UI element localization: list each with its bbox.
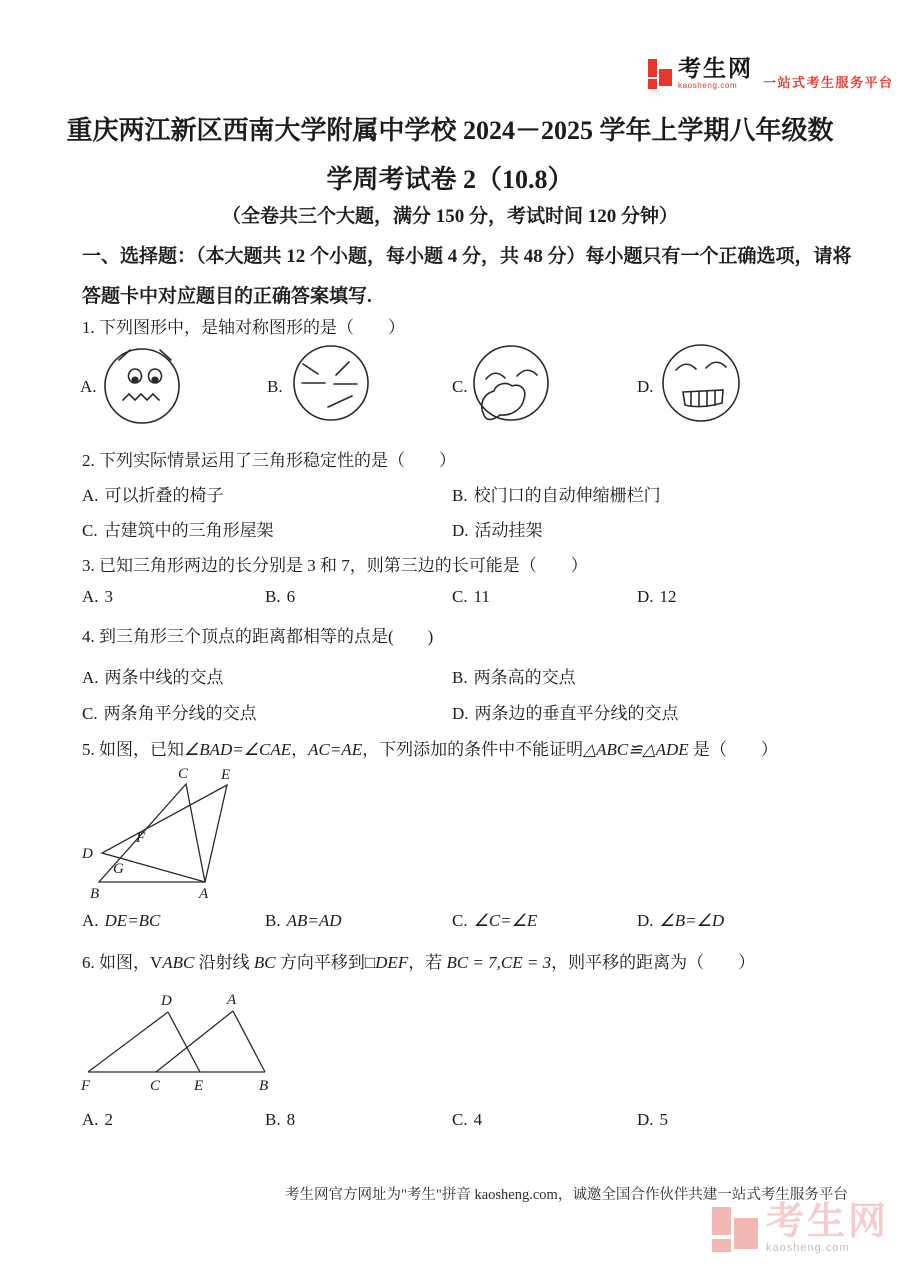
q4-option-a: [82, 663, 224, 688]
q5-seg2: ，: [291, 740, 309, 759]
kaosheng-logo-icon: [648, 57, 673, 91]
q4-option-c: [82, 699, 257, 724]
q5-option-b-text: AB=AD: [286, 911, 342, 930]
q3-option-a: [82, 587, 113, 607]
q3-option-a-text: 3: [104, 587, 114, 606]
q5-seg3: AC=AE: [308, 740, 363, 759]
question-2-text: 2. 下列实际情景运用了三角形稳定性的是（ ）: [82, 451, 456, 470]
q5-label-f: F: [136, 830, 146, 846]
q6-label-c: C: [150, 1078, 161, 1094]
q6-seg1: ABC: [162, 953, 195, 972]
q5-option-d: [637, 911, 724, 931]
question-3-text: 3. 已知三角形两边的长分别是 3 和 7，则第三边的长可能是（ ）: [82, 556, 588, 575]
q2-option-a: [82, 481, 224, 506]
q3-option-c-text: 11: [473, 587, 490, 606]
question-5-text: [82, 735, 778, 760]
q1-option-d-label: D.: [637, 377, 654, 396]
q2-option-d-text: 活动挂架: [474, 521, 543, 540]
kaosheng-watermark: [712, 1201, 890, 1256]
q6-option-c: [452, 1110, 482, 1130]
question-6-text: [82, 948, 755, 973]
q5-seg1: ∠BAD=∠CAE: [184, 740, 292, 759]
q2-option-b-text: 校门口的自动伸缩栅栏门: [473, 486, 661, 505]
q5-option-a: [82, 911, 160, 931]
q4-option-b-text: 两条高的交点: [473, 668, 576, 687]
q5-option-d-text: ∠B=∠D: [659, 911, 725, 930]
q6-seg3: BC: [253, 953, 276, 972]
q5-label-g: G: [113, 861, 124, 877]
q5-option-b-label: B.: [265, 911, 281, 930]
q4-option-c-label: C.: [82, 704, 98, 723]
q2-option-b-label: B.: [452, 486, 468, 505]
watermark-name: 考生网: [766, 1201, 890, 1243]
q6-option-b-label: B.: [265, 1110, 281, 1129]
q3-option-b-text: 6: [286, 587, 296, 606]
q6-option-b: [265, 1110, 295, 1130]
q5-option-a-label: A.: [82, 911, 99, 930]
q2-option-c-label: C.: [82, 521, 98, 540]
q2-option-d-label: D.: [452, 521, 469, 540]
q1-option-c-label: C.: [452, 377, 468, 396]
q5-label-a: A: [199, 886, 209, 902]
q3-option-d-text: 12: [659, 587, 677, 606]
q5-label-e: E: [221, 767, 231, 783]
brand-domain: kaosheng.com: [678, 81, 738, 90]
q6-option-d-label: D.: [637, 1110, 654, 1129]
q5-option-c: [452, 911, 537, 931]
q1-option-b-label: B.: [267, 377, 283, 396]
q5-option-b: [265, 911, 342, 931]
q4-option-d-text: 两条边的垂直平分线的交点: [474, 704, 679, 723]
q5-label-b: B: [90, 886, 100, 902]
q6-seg8: ，则平移的距离为（ ）: [551, 953, 756, 972]
q6-option-d: [637, 1110, 668, 1130]
q4-option-a-text: 两条中线的交点: [104, 668, 224, 687]
question-4-text: 4. 到三角形三个顶点的距离都相等的点是( ): [82, 627, 434, 646]
q4-option-c-text: 两条角平分线的交点: [103, 704, 257, 723]
annoyed-face-figure: [294, 346, 368, 420]
q3-option-d: [637, 587, 677, 607]
q3-option-d-label: D.: [637, 587, 654, 606]
q6-seg2: 沿射线: [194, 953, 254, 972]
q3-option-b-label: B.: [265, 587, 281, 606]
q3-option-c: [452, 587, 490, 607]
q2-option-c-text: 古建筑中的三角形屋架: [103, 521, 274, 540]
q5-seg0: 5. 如图，已知: [82, 740, 184, 759]
q5-seg4: ，下列添加的条件中不能证明: [362, 740, 584, 759]
worried-face-figure: [105, 349, 179, 423]
q2-option-b: [452, 481, 661, 506]
q6-seg5: DEF: [375, 953, 409, 972]
q6-label-a: A: [227, 992, 237, 1008]
q6-option-b-text: 8: [286, 1110, 296, 1129]
section-heading-line2: 答题卡中对应题目的正确答案填写.: [82, 286, 372, 307]
q5-option-d-label: D.: [637, 911, 654, 930]
q1-option-a-label: A.: [80, 377, 97, 396]
q3-option-c-label: C.: [452, 587, 468, 606]
brand-name: 考生网: [678, 55, 753, 81]
q4-option-d-label: D.: [452, 704, 469, 723]
question-5-geometry-figure: [78, 760, 260, 910]
q2-option-c: [82, 516, 274, 541]
q2-option-a-text: 可以折叠的椅子: [104, 486, 224, 505]
watermark-logo-icon: [712, 1204, 760, 1256]
grinning-face-figure: [663, 345, 739, 421]
q6-label-d: D: [161, 993, 172, 1009]
q5-label-c: C: [178, 766, 189, 782]
q4-option-b: [452, 663, 576, 688]
section-heading-line1: 一、选择题：（本大题共 12 个小题，每小题 4 分，共 48 分）每小题只有一个正确选项，请将: [82, 246, 852, 267]
q6-option-c-label: C.: [452, 1110, 468, 1129]
brand-logo: [648, 57, 894, 91]
q6-option-d-text: 5: [659, 1110, 669, 1129]
q5-seg6: 是（ ）: [688, 740, 778, 759]
q5-option-c-text: ∠C=∠E: [473, 911, 538, 930]
exam-title-line2: 学周考试卷 2（10.8）: [326, 165, 574, 194]
q4-option-d: [452, 699, 679, 724]
q5-label-d: D: [82, 846, 93, 862]
question-6-geometry-figure: [80, 992, 285, 1097]
q2-option-a-label: A.: [82, 486, 99, 505]
q5-option-a-text: DE=BC: [104, 911, 161, 930]
yawning-face-figure: [474, 346, 548, 420]
footer-note: 考生网官方网址为"考生"拼音 kaosheng.com，诚邀全国合作伙伴共建一站式考生服务平台: [285, 1187, 848, 1203]
question-1-faces-figure: [75, 340, 765, 436]
q5-option-c-label: C.: [452, 911, 468, 930]
q6-label-e: E: [194, 1078, 204, 1094]
q6-seg7: BC = 7,CE = 3: [446, 953, 552, 972]
q6-seg6: ，若: [408, 953, 447, 972]
q6-label-f: F: [81, 1078, 91, 1094]
q3-option-b: [265, 587, 295, 607]
q5-seg5: △ABC≌△ADE: [583, 740, 689, 759]
q6-seg4: 方向平移到□: [275, 953, 376, 972]
q4-option-a-label: A.: [82, 668, 99, 687]
brand-tagline: 一站式考生服务平台: [763, 75, 894, 90]
q3-option-a-label: A.: [82, 587, 99, 606]
exam-title-line1: 重庆两江新区西南大学附属中学校 2024－2025 学年上学期八年级数: [66, 116, 834, 145]
q6-label-b: B: [259, 1078, 269, 1094]
q6-option-a: [82, 1110, 113, 1130]
q6-option-a-label: A.: [82, 1110, 99, 1129]
question-1-text: 1. 下列图形中，是轴对称图形的是（ ）: [82, 318, 405, 337]
q6-option-c-text: 4: [473, 1110, 483, 1129]
q4-option-b-label: B.: [452, 668, 468, 687]
q6-option-a-text: 2: [104, 1110, 114, 1129]
q2-option-d: [452, 516, 543, 541]
exam-subtitle: （全卷共三个大题，满分 150 分，考试时间 120 分钟）: [221, 206, 678, 227]
watermark-domain: kaosheng.com: [766, 1242, 850, 1254]
q6-seg0: 6. 如图，V: [82, 953, 163, 972]
